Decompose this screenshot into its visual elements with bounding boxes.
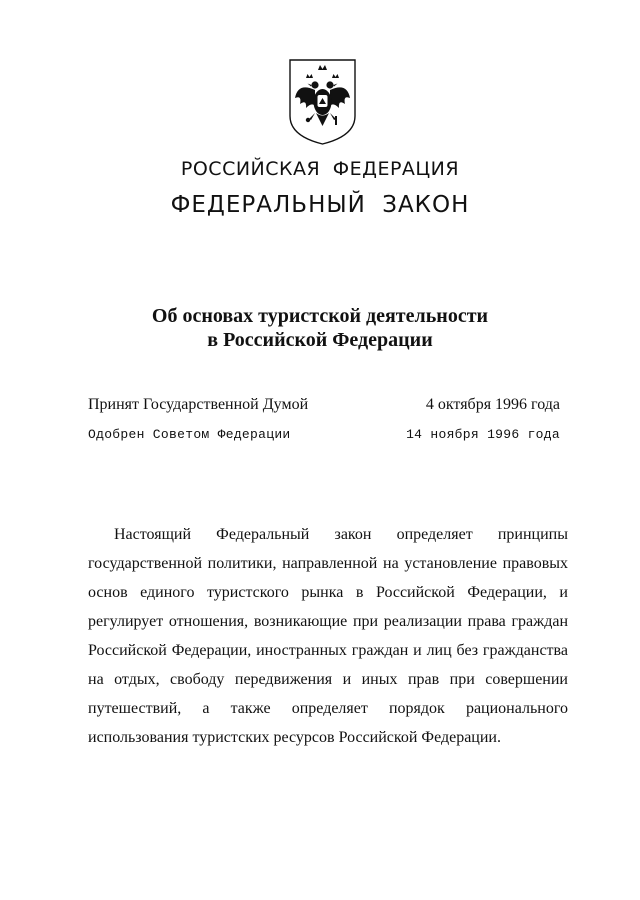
law-title-line-2: в Российской Федерации bbox=[207, 329, 433, 351]
law-title bbox=[0, 304, 640, 352]
council-approval-label: Одобрен Советом Федерации bbox=[88, 427, 291, 442]
council-approval-date: 14 ноября 1996 года bbox=[406, 427, 560, 442]
federation-heading: РОССИЙСКАЯ ФЕДЕРАЦИЯ bbox=[180, 158, 460, 180]
law-title-line-1: Об основах туристской деятельности bbox=[151, 305, 489, 327]
coat-of-arms-emblem bbox=[288, 58, 357, 146]
preamble-paragraph: Настоящий Федеральный закон определяет принципы государственной политики, направленной на установление правовых основ единого туристского рынка в Российской Федерации, и регулирует отношения, возникающие при реализации права граждан Российской Федерации, иностранных граждан и лиц без гражданства на отдых, свободу передвижения и иных прав при совершении путешествий, а также определяет порядок рационального использования туристских ресурсов Российской Федерации. bbox=[88, 526, 568, 746]
approval-council-row bbox=[88, 424, 560, 446]
duma-adoption-label: Принят Государственной Думой bbox=[88, 396, 309, 413]
duma-adoption-date: 4 октября 1996 года bbox=[425, 396, 560, 413]
law-type-heading: ФЕДЕРАЛЬНЫЙ ЗАКОН bbox=[170, 192, 470, 218]
adoption-duma-row bbox=[88, 396, 560, 418]
